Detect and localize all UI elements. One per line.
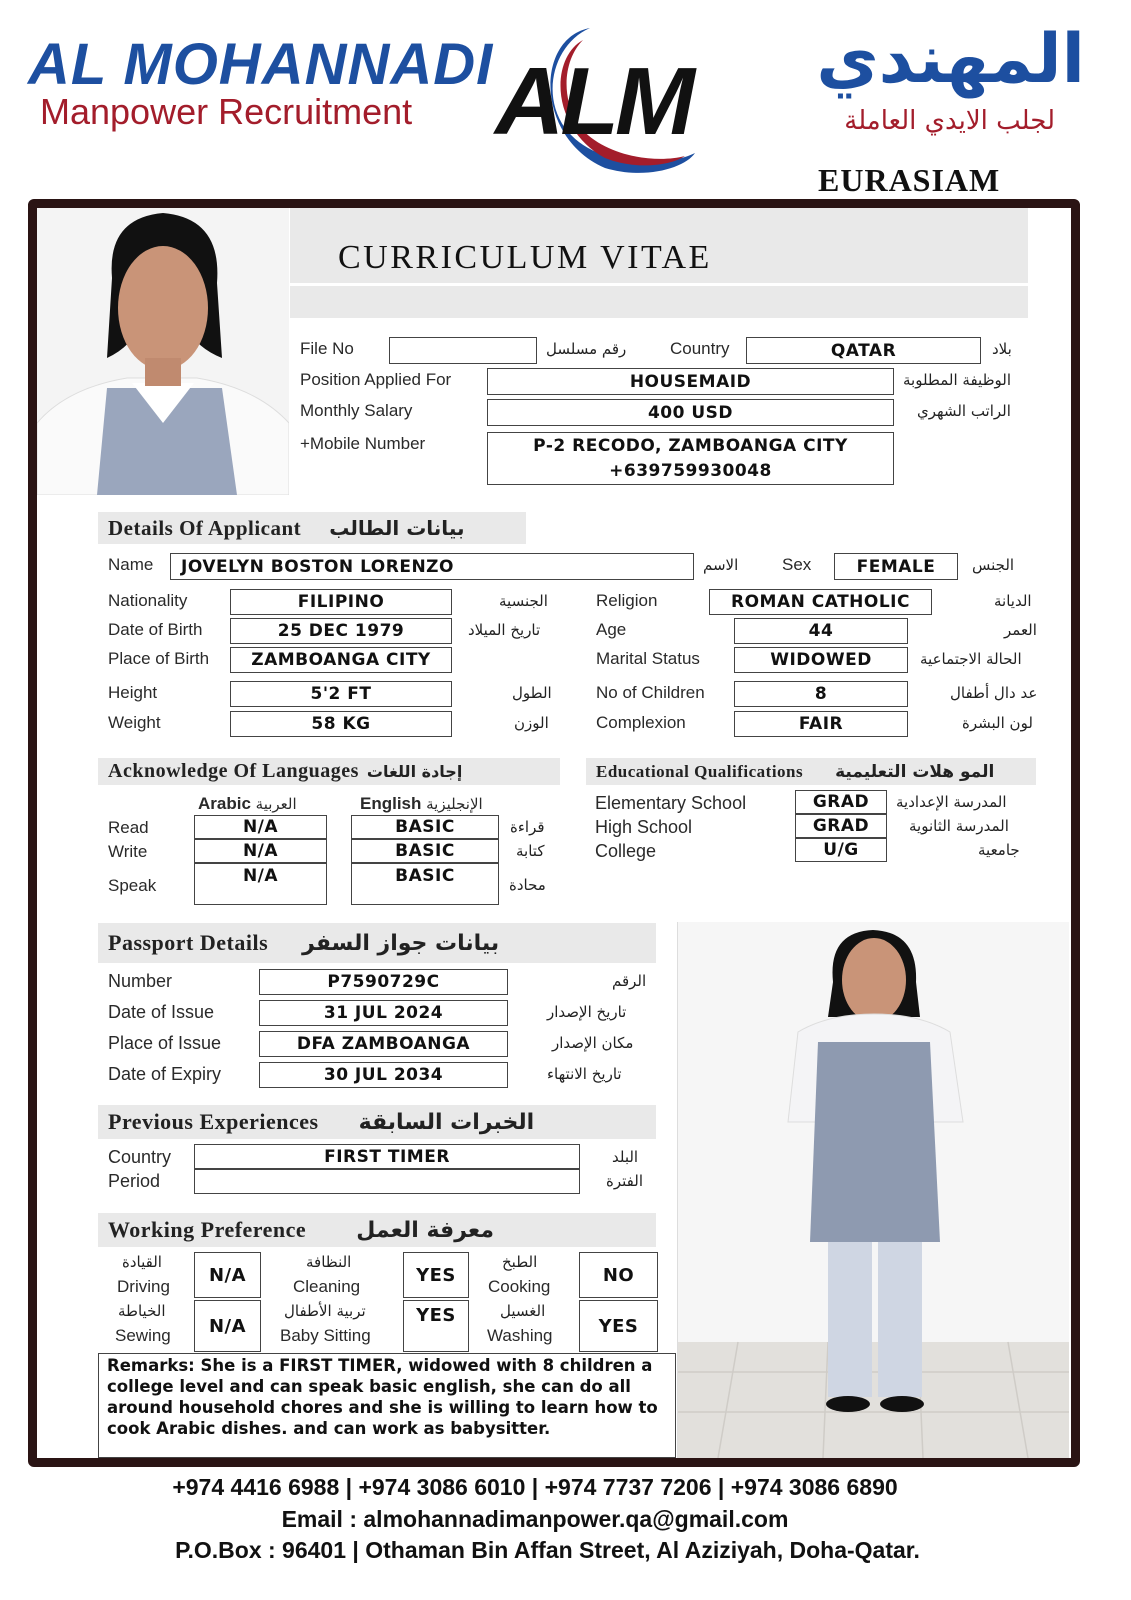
experience-country-label: Country: [108, 1147, 172, 1167]
cleaning-value: YES: [403, 1252, 469, 1298]
washing-label: Washing: [487, 1326, 553, 1345]
file-no-value: [389, 337, 537, 364]
complexion-label: Complexion: [596, 713, 686, 732]
height-value: 5'2 FT: [230, 681, 452, 707]
passport-expiry-ar: تاريخ الانتهاء: [547, 1065, 622, 1083]
company-subtitle-en: Manpower Recruitment: [40, 91, 413, 132]
children-ar: عد دال أطفال: [950, 684, 1038, 702]
age-ar: العمر: [1004, 621, 1037, 639]
section-details-title-ar: بيانات الطالب: [329, 516, 465, 540]
sex-value: FEMALE: [834, 553, 958, 580]
section-details-title: Details Of Applicant: [108, 515, 302, 540]
complexion-ar: لون البشرة: [962, 714, 1033, 732]
driving-ar: القيادة: [122, 1253, 162, 1271]
washing-ar: الغسيل: [500, 1302, 546, 1320]
read-label: Read: [108, 818, 149, 837]
height-ar: الطول: [512, 684, 552, 702]
speak-label: Speak: [108, 876, 157, 895]
company-name-en: AL MOHANNADI: [28, 32, 494, 97]
passport-number-ar: الرقم: [612, 972, 647, 990]
passport-issue-ar: تاريخ الإصدار: [547, 1003, 627, 1021]
high-label: High School: [595, 817, 693, 837]
applicant-portrait-photo: [37, 208, 289, 495]
alm-logo: [495, 18, 725, 178]
name-label: Name: [108, 555, 154, 574]
elementary-label: Elementary School: [595, 793, 747, 813]
height-label: Height: [108, 683, 158, 702]
file-no-ar: رقم مسلسل: [546, 340, 627, 358]
country-label: Country: [670, 339, 730, 358]
mobile-value: [487, 432, 894, 485]
pob-value: ZAMBOANGA CITY: [230, 647, 452, 673]
weight-label: Weight: [108, 713, 161, 732]
religion-label: Religion: [596, 591, 658, 610]
section-preference-title-ar: معرفة العمل: [356, 1217, 494, 1243]
file-no-label: File No: [300, 339, 354, 358]
company-subtitle-ar: لجلب الايدي العاملة: [844, 106, 1055, 136]
nationality-ar: الجنسية: [499, 592, 548, 610]
weight-ar: الوزن: [514, 714, 549, 732]
driving-label: Driving: [117, 1277, 170, 1296]
driving-value: N/A: [194, 1252, 261, 1298]
country-value: QATAR: [746, 337, 981, 364]
english-read-value: BASIC: [351, 815, 499, 839]
section-languages-title-ar: إجادة اللغات: [366, 762, 463, 781]
country-ar: بلاد: [992, 340, 1012, 358]
arabic-header: [198, 794, 297, 814]
age-value: 44: [734, 618, 908, 644]
section-languages: [98, 758, 560, 785]
complexion-value: FAIR: [734, 711, 908, 737]
washing-value: YES: [579, 1300, 658, 1352]
nationality-label: Nationality: [108, 591, 188, 610]
english-header-ar: الإنجليزية: [426, 796, 483, 813]
passport-place-label: Place of Issue: [108, 1033, 222, 1053]
baby-sitting-label: Baby Sitting: [280, 1326, 371, 1345]
passport-issue-label: Date of Issue: [108, 1002, 215, 1022]
partner-name: EURASIAM: [818, 162, 1001, 198]
passport-expiry-value: 30 JUL 2034: [259, 1062, 508, 1088]
religion-value: ROMAN CATHOLIC: [709, 589, 932, 615]
position-ar: الوظيفة المطلوبة: [903, 371, 1011, 389]
passport-number-value: P7590729C: [259, 969, 508, 995]
salary-value: 400 USD: [487, 399, 894, 426]
section-languages-title: Acknowledge Of Languages: [108, 760, 359, 782]
position-label: Position Applied For: [300, 370, 452, 389]
age-label: Age: [596, 620, 627, 639]
children-label: No of Children: [596, 683, 705, 702]
college-ar: جامعية: [978, 841, 1020, 859]
marital-value: WIDOWED: [734, 647, 908, 673]
religion-ar: الديانة: [994, 592, 1032, 610]
cooking-label: Cooking: [488, 1277, 551, 1296]
english-speak-value: BASIC: [351, 863, 499, 905]
passport-expiry-label: Date of Expiry: [108, 1064, 222, 1084]
college-label: College: [595, 841, 657, 861]
pob-label: Place of Birth: [108, 649, 210, 668]
english-header-en: English: [360, 794, 422, 813]
dob-ar: تاريخ الميلاد: [468, 621, 541, 639]
section-experience: [98, 1105, 656, 1139]
arabic-header-ar: العربية: [255, 796, 297, 813]
arabic-speak-value: N/A: [194, 863, 327, 905]
name-value: JOVELYN BOSTON LORENZO: [170, 553, 694, 580]
mobile-value-line1: P-2 RECODO, ZAMBOANGA CITY: [533, 435, 848, 456]
section-passport-title-ar: بيانات جواز السفر: [302, 930, 500, 956]
arabic-read-value: N/A: [194, 815, 327, 839]
cooking-ar: الطبخ: [502, 1253, 538, 1271]
arabic-write-value: N/A: [194, 839, 327, 863]
english-header: [360, 794, 483, 814]
sewing-label: Sewing: [115, 1326, 171, 1345]
salary-ar: الراتب الشهري: [917, 402, 1011, 420]
sewing-value: N/A: [194, 1300, 261, 1352]
footer-address: P.O.Box : 96401 | Othaman Bin Affan Street, Al Aziziyah, Doha-Qatar.: [175, 1537, 920, 1563]
elementary-value: GRAD: [795, 790, 887, 814]
baby-sitting-value: YES: [403, 1300, 469, 1352]
name-ar: الاسم: [703, 556, 739, 574]
passport-place-value: DFA ZAMBOANGA: [259, 1031, 508, 1057]
passport-place-ar: مكان الإصدار: [552, 1034, 634, 1052]
section-passport: [98, 923, 656, 963]
title-band-gap: [290, 283, 1028, 286]
sewing-ar: الخياطة: [118, 1302, 166, 1320]
english-write-value: BASIC: [351, 839, 499, 863]
company-name-ar: المهندي: [816, 20, 1085, 99]
experience-period-label: Period: [108, 1171, 161, 1191]
section-education-title-ar: المو هلات التعليمية: [835, 761, 995, 782]
applicant-full-body-photo: [677, 922, 1069, 1458]
high-value: GRAD: [795, 814, 887, 838]
section-education: [586, 758, 1036, 785]
speak-ar: محادة: [509, 876, 546, 894]
high-ar: المدرسة الثانوية: [909, 817, 1009, 835]
alm-logo-text: ALM: [495, 48, 691, 155]
section-experience-title-ar: الخبرات السابقة: [358, 1109, 535, 1135]
remarks-text: Remarks: She is a FIRST TIMER, widowed with 8 children a college level and can speak basic english, she can do all around household chores and she is willing to learn how to cook Arabic dishes. and can work as babysitter.: [107, 1356, 658, 1438]
section-preference: [98, 1213, 656, 1247]
position-value: HOUSEMAID: [487, 368, 894, 395]
cooking-value: NO: [579, 1252, 658, 1298]
cleaning-label: Cleaning: [293, 1277, 361, 1296]
experience-period-value: [194, 1169, 580, 1194]
experience-country-ar: البلد: [612, 1148, 639, 1166]
section-details-of-applicant: [98, 512, 526, 544]
baby-sitting-ar: تربية الأطفال: [284, 1302, 366, 1320]
marital-ar: الحالة الاجتماعية: [920, 650, 1022, 668]
dob-label: Date of Birth: [108, 620, 203, 639]
elementary-ar: المدرسة الإعدادية: [896, 793, 1007, 811]
mobile-value-line2: +639759930048: [609, 460, 772, 481]
cleaning-ar: النظافة: [306, 1253, 352, 1271]
passport-issue-value: 31 JUL 2024: [259, 1000, 508, 1026]
children-value: 8: [734, 681, 908, 707]
section-education-title: Educational Qualifications: [596, 761, 804, 781]
experience-period-ar: الفترة: [606, 1172, 643, 1190]
section-passport-title: Passport Details: [108, 930, 269, 955]
sex-ar: الجنس: [972, 556, 1015, 574]
marital-label: Marital Status: [596, 649, 700, 668]
remarks-box: [98, 1353, 676, 1458]
college-value: U/G: [795, 838, 887, 862]
section-preference-title: Working Preference: [108, 1217, 307, 1242]
page-title: CURRICULUM VITAE: [338, 239, 712, 276]
experience-country-value: FIRST TIMER: [194, 1144, 580, 1169]
arabic-header-en: Arabic: [198, 794, 251, 813]
section-experience-title: Previous Experiences: [108, 1109, 319, 1134]
sex-label: Sex: [782, 555, 812, 574]
salary-label: Monthly Salary: [300, 401, 413, 420]
read-ar: قراءة: [510, 818, 545, 836]
passport-number-label: Number: [108, 971, 173, 991]
mobile-label: +Mobile Number: [300, 434, 426, 453]
footer-phones: +974 4416 6988 | +974 3086 6010 | +974 7737 7206 | +974 3086 6890: [172, 1474, 898, 1500]
write-label: Write: [108, 842, 148, 861]
write-ar: كتابة: [516, 842, 545, 860]
weight-value: 58 KG: [230, 711, 452, 737]
dob-value: 25 DEC 1979: [230, 618, 452, 644]
footer-email: Email : almohannadimanpower.qa@gmail.com: [281, 1506, 789, 1532]
nationality-value: FILIPINO: [230, 589, 452, 615]
